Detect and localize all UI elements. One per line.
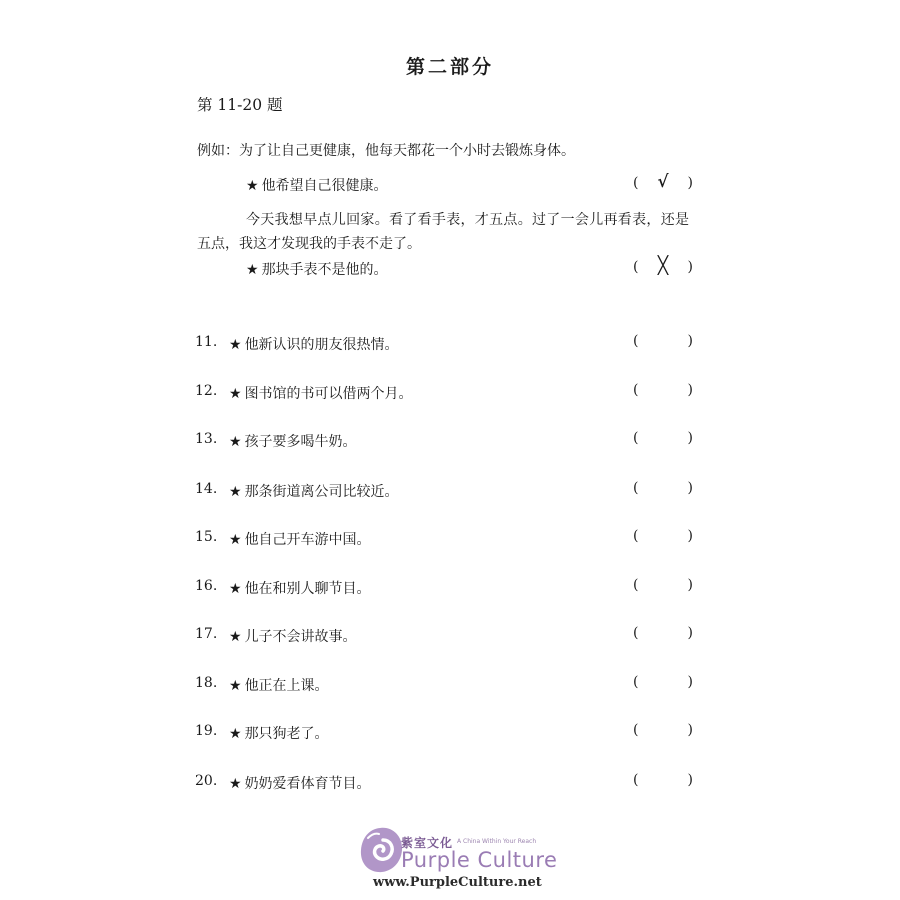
watermark-url: www.PurpleCulture.net <box>373 875 542 890</box>
answer-blank[interactable]: ( ) <box>633 430 693 446</box>
question-statement: ★ 图书馆的书可以借两个月。 <box>229 386 413 402</box>
star-icon: ★ <box>246 262 259 278</box>
purple-culture-logo-icon <box>358 826 404 874</box>
star-icon: ★ <box>229 386 242 402</box>
question-number: 13. <box>195 431 218 447</box>
star-icon: ★ <box>229 337 242 353</box>
star-icon: ★ <box>229 678 242 694</box>
example-statement-1 <box>246 175 388 195</box>
question-number: 17. <box>195 626 218 642</box>
answer-blank[interactable]: ( ) <box>633 577 693 593</box>
question-number: 16. <box>195 578 218 594</box>
question-number: 19. <box>195 723 218 739</box>
example-statement-1-text: 他希望自己很健康。 <box>261 178 388 194</box>
cross-mark-icon: ╳ <box>657 256 669 276</box>
example-statement-2-text: 那块手表不是他的。 <box>261 262 388 278</box>
watermark-chinese-name: 紫室文化 <box>401 836 454 850</box>
question-statement: ★ 他在和别人聊节目。 <box>229 581 371 597</box>
example-passage: 今天我想早点儿回家。看了看手表，才五点。过了一会儿再看表，还是五点，我这才发现我的手表不走了。 <box>197 212 689 252</box>
watermark-tagline: A China Within Your Reach <box>457 838 537 845</box>
question-statement: ★ 他正在上课。 <box>229 678 329 694</box>
question-number: 18. <box>195 675 218 691</box>
example-answer-2: ( ╳ ) <box>633 256 693 276</box>
question-number: 14. <box>195 481 218 497</box>
star-icon: ★ <box>229 629 242 645</box>
answer-blank[interactable]: ( ) <box>633 772 693 788</box>
question-range: 第 11-20 题 <box>197 96 283 114</box>
star-icon: ★ <box>229 484 242 500</box>
answer-blank[interactable]: ( ) <box>633 674 693 690</box>
example-answer-1: ( √ ) <box>633 172 693 192</box>
question-number: 20. <box>195 773 218 789</box>
star-icon: ★ <box>229 581 242 597</box>
answer-blank[interactable]: ( ) <box>633 625 693 641</box>
star-icon: ★ <box>229 532 242 548</box>
question-statement: ★ 那只狗老了。 <box>229 726 329 742</box>
section-title: 第二部分 <box>405 56 494 78</box>
answer-blank[interactable]: ( ) <box>633 722 693 738</box>
question-statement: ★ 孩子要多喝牛奶。 <box>229 434 357 450</box>
star-icon: ★ <box>246 178 259 194</box>
answer-blank[interactable]: ( ) <box>633 480 693 496</box>
question-statement: ★ 他新认识的朋友很热情。 <box>229 337 399 353</box>
answer-blank[interactable]: ( ) <box>633 382 693 398</box>
question-number: 11. <box>195 334 218 350</box>
star-icon: ★ <box>229 726 242 742</box>
question-statement: ★ 儿子不会讲故事。 <box>229 629 357 645</box>
example-intro: 例如：为了让自己更健康，他每天都花一个小时去锻炼身体。 <box>197 143 575 159</box>
example-statement-2 <box>246 259 388 279</box>
question-statement: ★ 那条街道离公司比较近。 <box>229 484 399 500</box>
question-statement: ★ 他自己开车游中国。 <box>229 532 371 548</box>
star-icon: ★ <box>229 434 242 450</box>
watermark-brand: Purple Culture <box>401 848 558 872</box>
question-number: 12. <box>195 383 218 399</box>
check-mark-icon: √ <box>657 172 669 192</box>
answer-blank[interactable]: ( ) <box>633 333 693 349</box>
star-icon: ★ <box>229 776 242 792</box>
question-statement: ★ 奶奶爱看体育节目。 <box>229 776 371 792</box>
answer-blank[interactable]: ( ) <box>633 528 693 544</box>
question-number: 15. <box>195 529 218 545</box>
